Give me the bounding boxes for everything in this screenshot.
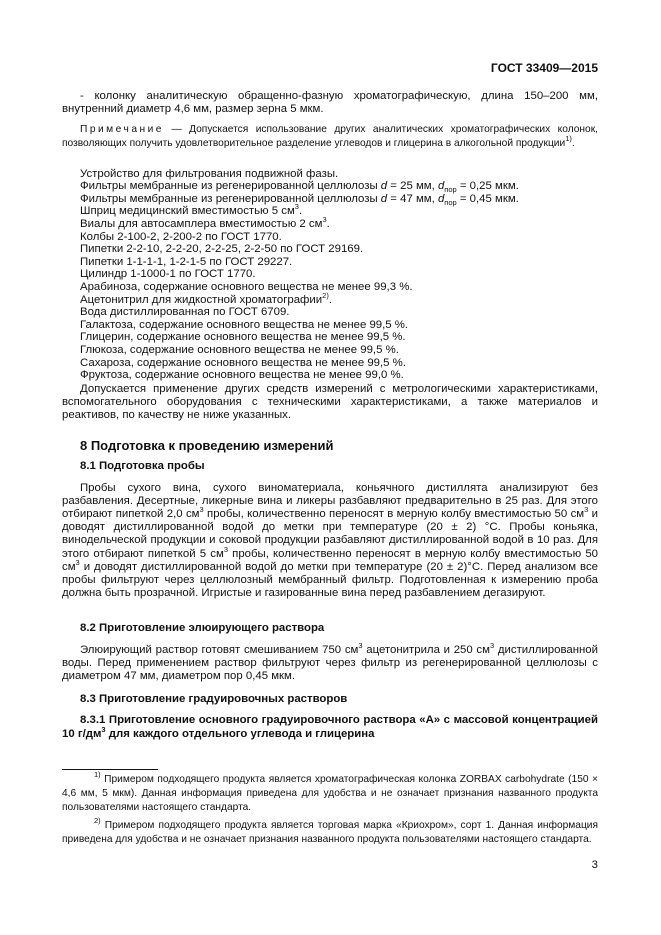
list-item bbox=[80, 290, 598, 307]
section-8-heading: 8 Подготовка к проведению измерений bbox=[80, 438, 334, 454]
page-body bbox=[62, 0, 598, 892]
text: = 0,25 мкм. bbox=[456, 180, 519, 193]
footnote-marker: 2) bbox=[94, 815, 101, 825]
section-8-3-1-heading bbox=[62, 714, 598, 740]
footnote-ref-1: 1) bbox=[565, 134, 572, 143]
text: ацетонитрила и 250 см bbox=[362, 643, 490, 656]
text: и доводят дистиллированной водой до метки при температуре (20 ± 2)°С. Перед анализом все пробы фильтруют через целлюлозный мембранный фильтр. Подготовленная к измерению проба должна быть прозрачной. Игристые и газированные вина перед разбавлением дегазируют. bbox=[62, 560, 598, 600]
text: и доводят дистиллированной водой до метки при температуре (20 ± 2) °С. Пробы коньяка, винодельческой продукции и соковой продукции разбавляют дистиллированной водой в 10 раз. Для этого отбирают пипеткой 5 см bbox=[62, 507, 598, 560]
section-8-1-heading: 8.1 Подготовка пробы bbox=[80, 460, 205, 473]
text: d bbox=[380, 192, 388, 205]
allowance-paragraph: Допускается применение других средств измерений с метрологическими характеристиками, вспомогательного оборудования с техническими характеристиками, а также материалов и реактивов, по качеству не ниже указанных. bbox=[62, 382, 598, 422]
text: = 25 мм, bbox=[387, 180, 438, 193]
list-item: Арабиноза, содержание основного вещества не менее 99,3 %. bbox=[80, 280, 413, 293]
note-paragraph bbox=[62, 123, 598, 150]
footnote-2 bbox=[62, 815, 598, 847]
list-item: Фруктоза, содержание основного вещества не менее 99,0 %. bbox=[80, 369, 404, 382]
list-item bbox=[80, 214, 598, 231]
footnote-ref-2: 2) bbox=[322, 290, 329, 300]
section-8-2-heading: 8.2 Приготовление элюирующего раствора bbox=[80, 622, 325, 635]
text: 3 bbox=[199, 504, 204, 514]
list-item: Глюкоза, содержание основного вещества не менее 99,5 %. bbox=[80, 343, 399, 356]
text: пор bbox=[444, 185, 457, 195]
text: 3 bbox=[322, 214, 327, 224]
text: d bbox=[437, 180, 445, 193]
text: Виалы для автосамплера вместимостью 2 см bbox=[80, 217, 323, 230]
text: = 0,45 мкм. bbox=[456, 192, 519, 205]
document-id-header: ГОСТ 33409—2015 bbox=[490, 61, 598, 75]
text: 3 bbox=[358, 640, 363, 650]
list-item: Пипетки 2-2-10, 2-2-20, 2-2-25, 2-2-50 по ГОСТ 29169. bbox=[80, 243, 364, 256]
text: Шприц медицинский вместимостью 5 см bbox=[80, 205, 295, 218]
text: пробы, количественно переносят в мерную колбу вместимостью 50 см bbox=[62, 547, 599, 573]
list-item bbox=[80, 180, 598, 193]
text: d bbox=[380, 180, 388, 193]
text: Элюирующий раствор готовят смешиванием 750 см bbox=[80, 643, 359, 656]
footnote-divider bbox=[62, 769, 158, 770]
text: . bbox=[328, 293, 332, 306]
list-item: Вода дистиллированная по ГОСТ 6709. bbox=[80, 306, 290, 319]
text: d bbox=[437, 192, 445, 205]
text: 3 bbox=[294, 202, 299, 212]
text: 3 bbox=[223, 544, 228, 554]
text: пор bbox=[444, 197, 457, 207]
footnote-1 bbox=[62, 769, 598, 815]
footnote-text: Примером подходящего продукта является торговая марка «Криохром», сорт 1. Данная информация приведена для удобства и не означает признания названного продукта пользователями настоящего стандарта. bbox=[62, 819, 598, 845]
text: Фильтры мембранные из регенерированной целлюлозы bbox=[80, 180, 381, 193]
list-item: Устройство для фильтрования подвижной фазы. bbox=[80, 167, 339, 180]
text: . bbox=[326, 217, 330, 230]
section-8-1-paragraph bbox=[62, 482, 598, 601]
text: 3 bbox=[75, 557, 80, 567]
note-text: — Допускается использование других аналитических хроматографических колонок, позволяющих получить удовлетворительное разделение углеводов и глицерина в алкогольной продукции bbox=[62, 124, 598, 149]
list-item: Глицерин, содержание основного вещества не менее 99,5 %. bbox=[80, 331, 406, 344]
text: 3 bbox=[584, 504, 589, 514]
text: пробы, количественно переносят в мерную колбу вместимостью 50 см bbox=[203, 507, 585, 520]
text: . bbox=[298, 205, 303, 218]
footnote-marker: 1) bbox=[94, 769, 101, 779]
text: Пробы сухого вина, сухого виноматериала, коньячного дистиллята анализируют без разбавления. Десертные, ликерные вина и ликеры разбавляют предварительно в 25 раз. Для этого отбирают пипеткой 2,0 см bbox=[62, 481, 598, 520]
list-item: Сахароза, содержание основного вещества не менее 99,5 %. bbox=[80, 356, 406, 369]
list-item: Галактоза, содержание основного вещества не менее 99,5 %. bbox=[80, 318, 409, 331]
section-8-2-paragraph bbox=[62, 640, 599, 684]
footnote-text: Примером подходящего продукта является хроматографическая колонка ZORBAX carbohydrate (150 × 4,6 мм, 5 мкм). Данная информация приведена для удобства и не означает признания названного продукта пользователями настоящего стандарта. bbox=[62, 773, 598, 813]
list-item: Колбы 2-100-2, 2-200-2 по ГОСТ 1770. bbox=[80, 230, 282, 243]
text: 3 bbox=[101, 724, 106, 734]
note-label: Примечание bbox=[80, 124, 164, 136]
equipment-list bbox=[62, 168, 598, 382]
page-number: 3 bbox=[591, 858, 598, 871]
column-paragraph: - колонку аналитическую обращенно-фазную хроматографическую, длина 150–200 мм, внутренний диаметр 4,6 мм, размер зерна 5 мкм. bbox=[62, 90, 598, 116]
text: 3 bbox=[489, 640, 495, 650]
text: 8.3.1 Приготовление основного градуировочного раствора «А» с массовой концентрацией 10 г/дм bbox=[62, 714, 598, 740]
note-end: . bbox=[571, 138, 575, 149]
text: Фильтры мембранные из регенерированной целлюлозы bbox=[80, 192, 381, 205]
list-item: Цилиндр 1-1000-1 по ГОСТ 1770. bbox=[80, 268, 256, 281]
text: Ацетонитрил для жидкостной хроматографии bbox=[80, 293, 323, 306]
list-item bbox=[80, 193, 598, 206]
text: дистиллированной воды. Перед применением раствор фильтруют через фильтр из регенерированной целлюлозы с диаметром 47 мм, диаметром пор 0,45 мкм. bbox=[62, 643, 599, 682]
text: для каждого отдельного углевода и глицерина bbox=[105, 727, 375, 740]
text: = 47 мм, bbox=[387, 192, 438, 205]
section-8-3-heading: 8.3 Приготовление градуировочных растворов bbox=[80, 693, 348, 706]
list-item: Пипетки 1-1-1-1, 1-2-1-5 по ГОСТ 29227. bbox=[80, 255, 293, 268]
